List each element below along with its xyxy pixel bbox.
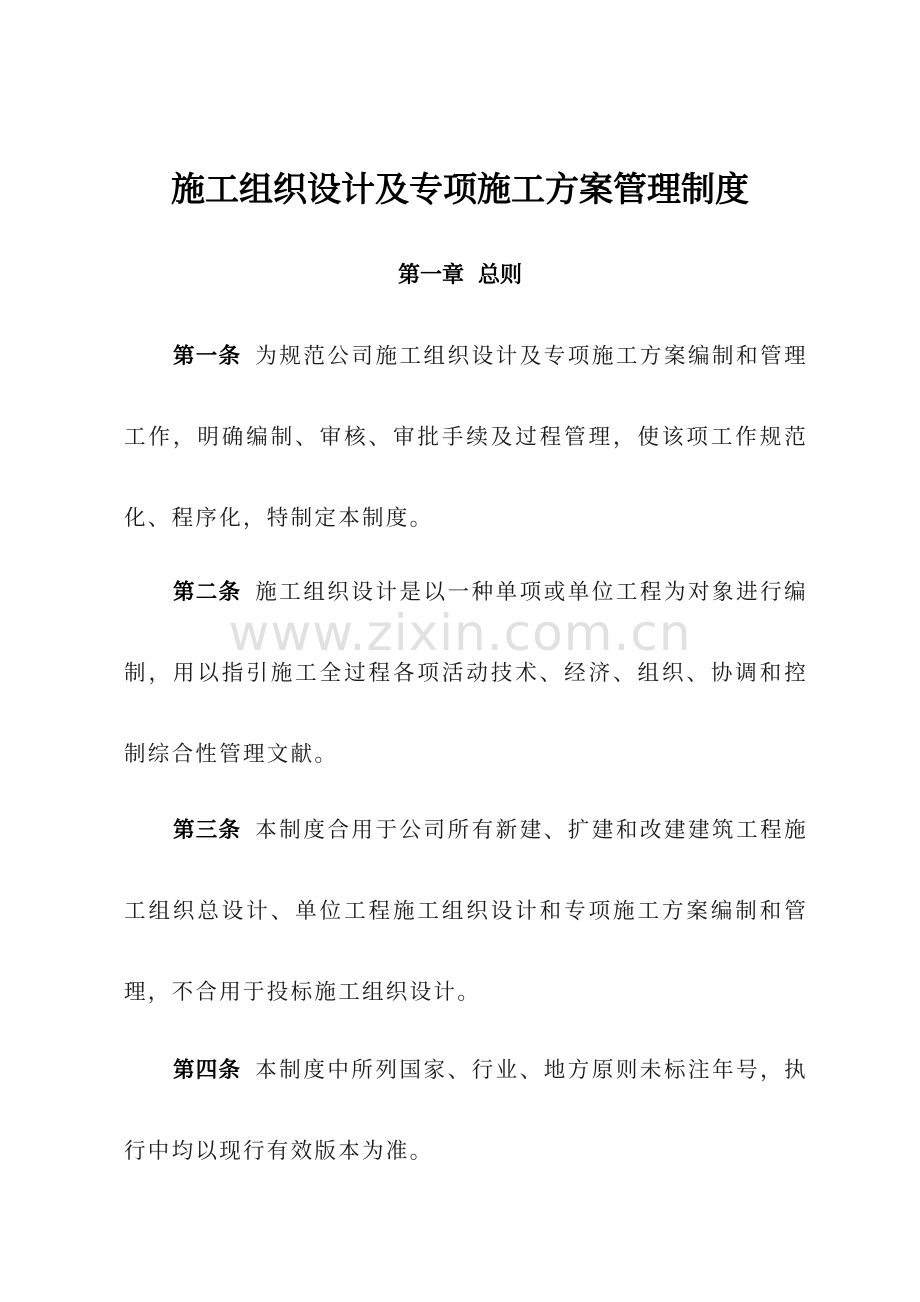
article-text: 施工组织设计是以一种单项或单位工程为对象进行编制，用以指引施工全过程各项活动技术、经济、组织、协调和控制综合性管理文献。 — [124, 580, 808, 767]
article-number: 第四条 — [173, 1058, 242, 1083]
article-paragraph — [124, 1030, 808, 1192]
article-paragraph — [124, 316, 808, 559]
chapter-name: 总则 — [478, 263, 523, 288]
article-paragraph — [124, 790, 808, 1033]
article-number: 第一条 — [173, 344, 242, 369]
article-paragraph — [124, 552, 808, 795]
article-number: 第二条 — [173, 580, 242, 605]
chapter-heading — [0, 260, 920, 292]
article-text: 本制度中所列国家、行业、地方原则未标注年号，执行中均以现行有效版本为准。 — [124, 1058, 808, 1164]
article-number: 第三条 — [173, 818, 242, 843]
article-text: 为规范公司施工组织设计及专项施工方案编制和管理工作，明确编制、审核、审批手续及过程管理，使该项工作规范化、程序化，特制定本制度。 — [124, 344, 808, 531]
document-title: 施工组织设计及专项施工方案管理制度 — [171, 170, 749, 210]
watermark-text: www.zixin.com.cn — [228, 604, 692, 662]
chapter-number: 第一章 — [397, 263, 464, 288]
article-text: 本制度合用于公司所有新建、扩建和改建建筑工程施工组织总设计、单位工程施工组织设计和专项施工方案编制和管理，不合用于投标施工组织设计。 — [124, 818, 808, 1005]
